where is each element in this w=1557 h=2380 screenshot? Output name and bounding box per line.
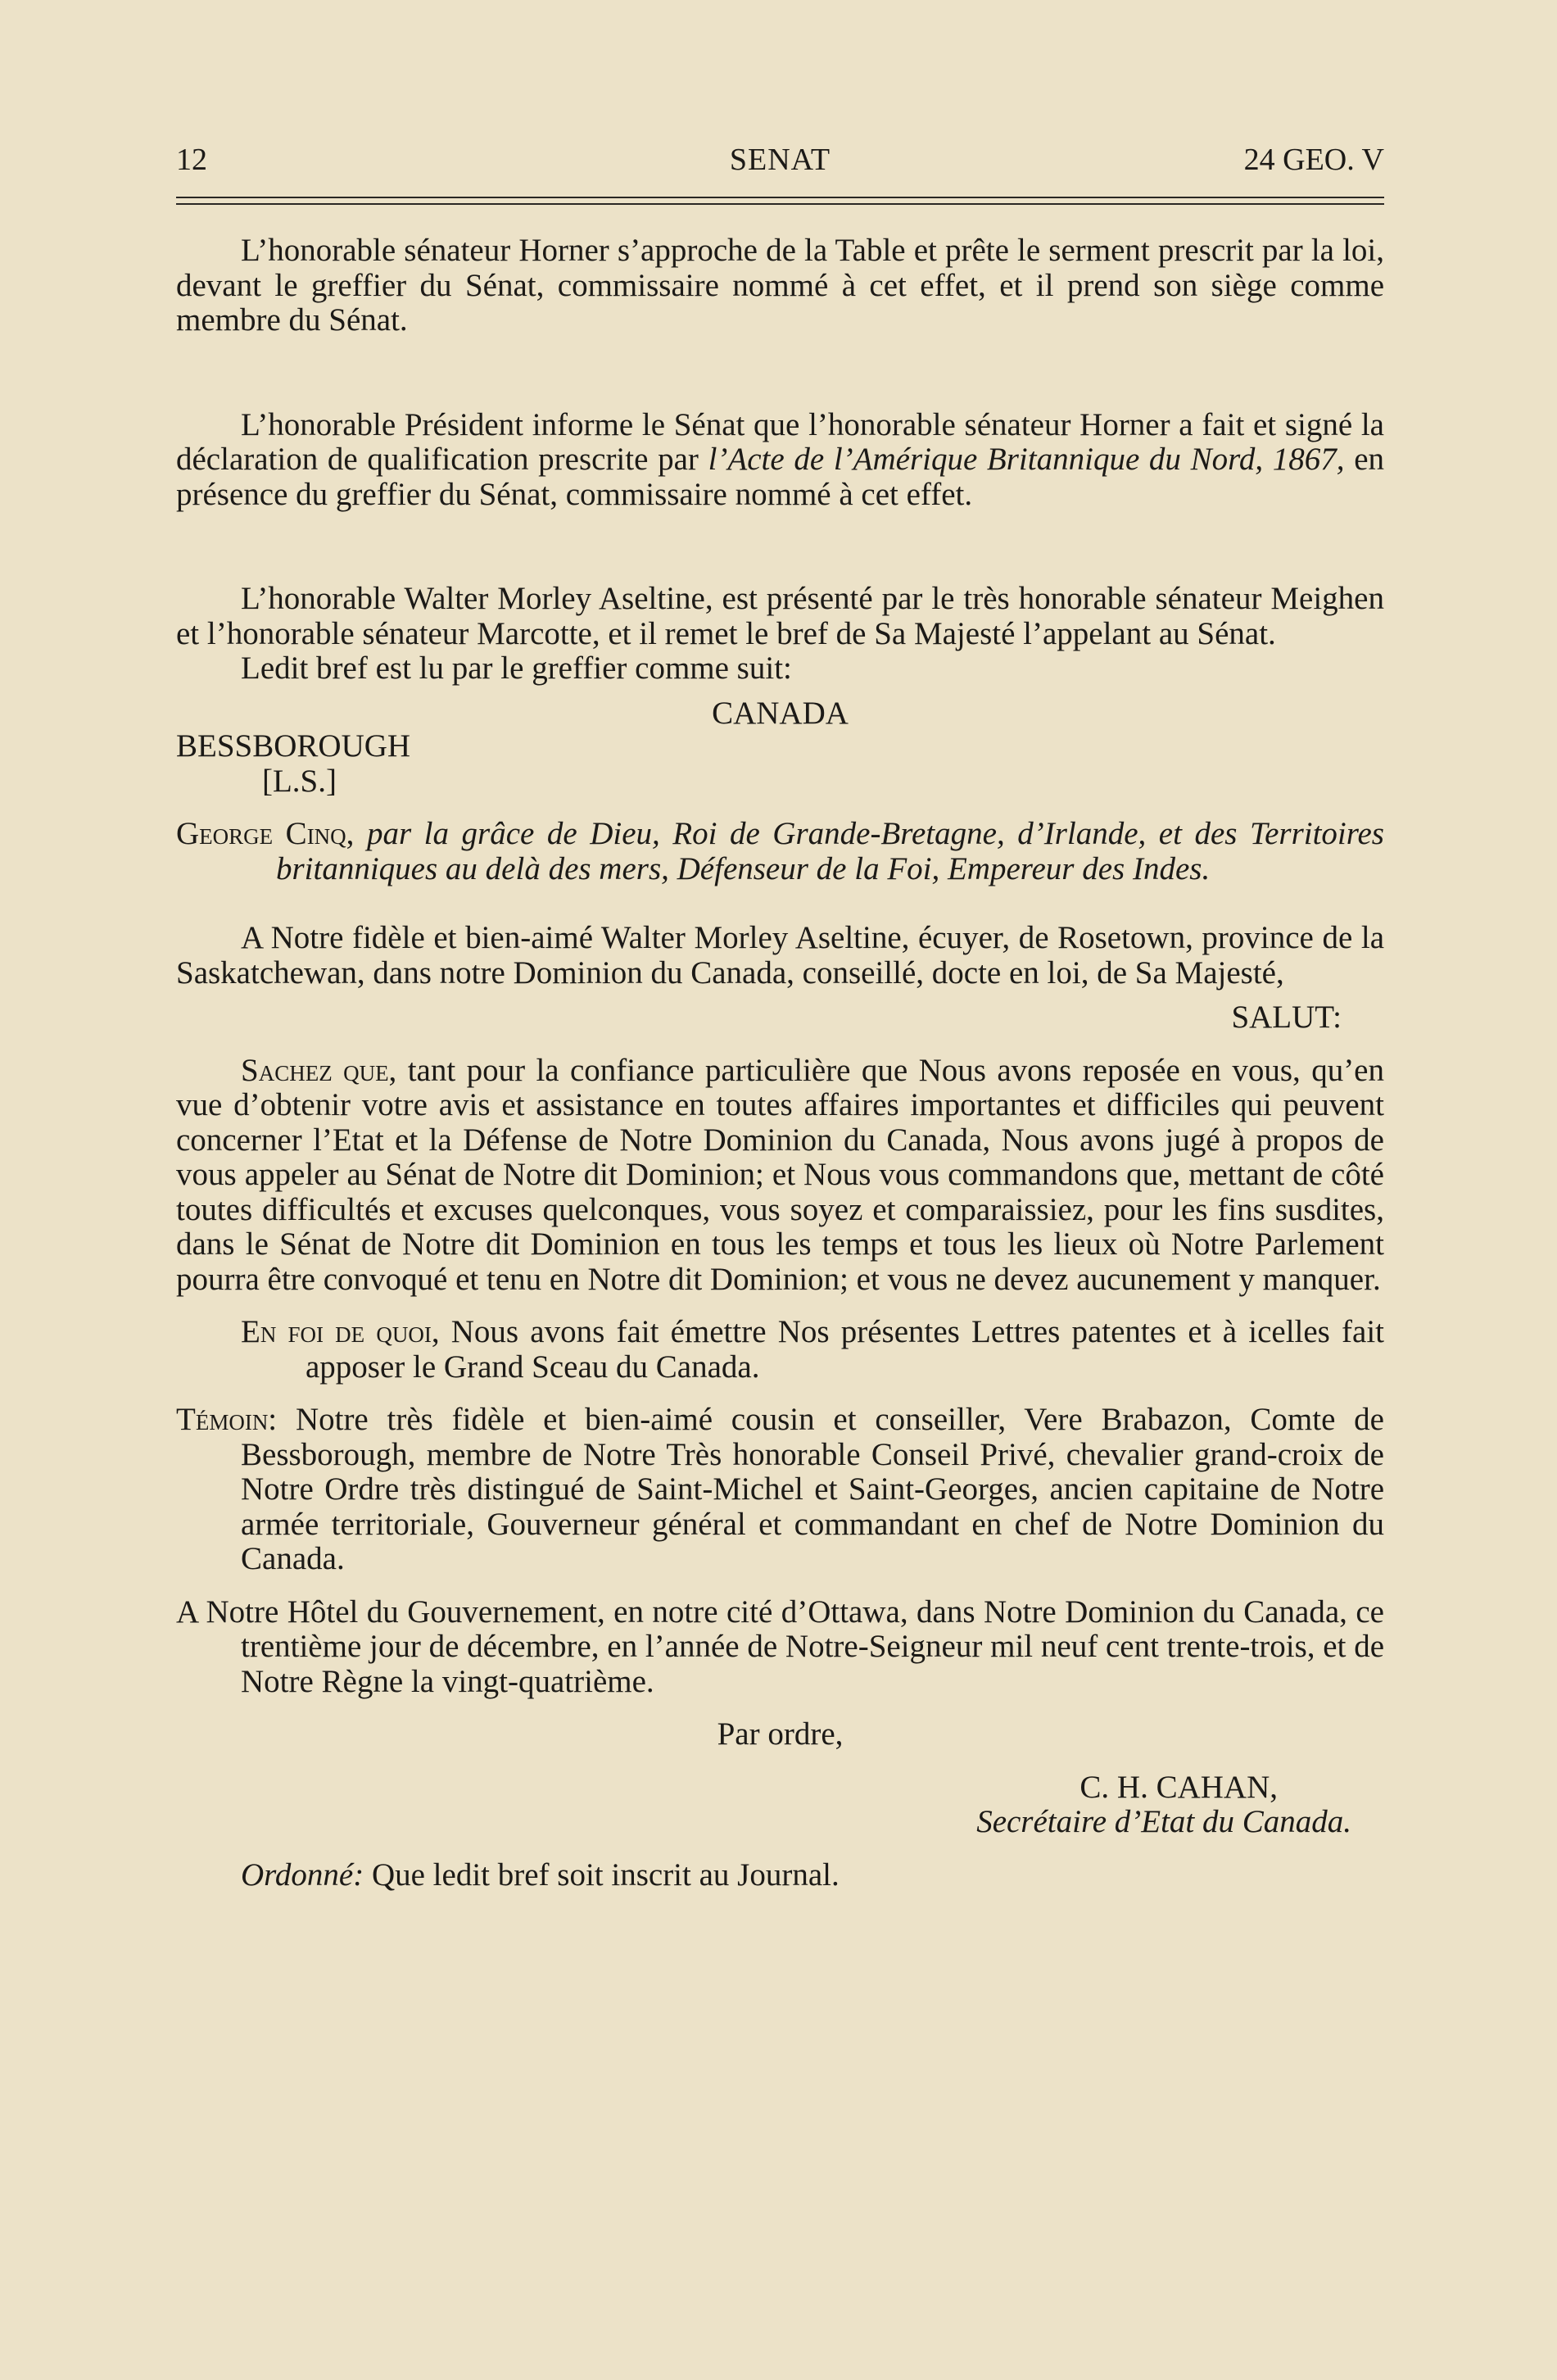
signatory-title: Secrétaire d’Etat du Canada. — [976, 1804, 1351, 1839]
closing-lead: Ordonné: — [241, 1856, 364, 1893]
writ-signature-block — [176, 729, 1384, 799]
writ-king-titles — [176, 817, 1384, 886]
king-name: George Cinq, — [176, 816, 355, 851]
paragraph-oath: L’honorable sénateur Horner s’approche de la Table et prête le serment prescrit par la loi, devant le greffier du Sénat, commissaire nommé à cet effet, et il prend son siège comme membre du Sénat. — [176, 233, 1384, 338]
header-rule-bottom — [176, 203, 1384, 205]
paragraph-writ-intro: Ledit bref est lu par le greffier comme suit: — [241, 651, 792, 686]
writ-temoin — [176, 1403, 1384, 1577]
page-number: 12 — [176, 143, 207, 177]
seal-mark: [L.S.] — [262, 763, 337, 799]
header-rule-top — [176, 197, 1384, 198]
closing-order — [176, 1858, 1384, 1893]
declaration-text-end: en présence du greffier du Sénat, commissaire nommé à cet effet. — [176, 442, 1384, 512]
act-title: l’Acte de l’Amérique Britannique du Nord, 1867, — [708, 442, 1345, 477]
temoin-text: Notre très fidèle et bien-aimé cousin et conseiller, Vere Brabazon, Comte de Bessborough, membre de Notre Très honorable Conseil Privé, chevalier grand-croix de Notre Ordre très distingué de Saint-Michel et Saint-Georges, ancien capitaine de Notre armée territoriale, Gouverneur général et commandant en chef de Notre Dominion du Canada. — [241, 1402, 1384, 1576]
sachez-text: tant pour la confiance particulière que Nous avons reposée en vous, qu’en vue d’obtenir votre avis et assistance en toutes affaires importantes et difficiles qui peuvent concerner l’Etat et la Défense de Notre Dominion du Canada, Nous avons jugé à propos de vous appeler au Sénat de Notre dit Dominion; et Nous vous commandons que, mettant de côté toutes difficultés et excuses quelconques, vous soyez et comparaissiez, pour les fins susdites, dans le Sénat de Notre dit Dominion en tous les temps et tous les lieux où Notre Parlement pourra être convoqué et tenu en Notre dit Dominion; et vous ne devez aucunement y manquer. — [176, 1052, 1384, 1297]
signatory-name: C. H. CAHAN, — [1079, 1769, 1278, 1805]
par-ordre: Par ordre, — [717, 1716, 844, 1752]
running-header — [176, 139, 1384, 180]
en-foi-text: Nous avons fait émettre Nos présentes Lettres patentes et à icelles fait apposer le Grand Sceau du Canada. — [306, 1314, 1384, 1385]
writ-hotel: A Notre Hôtel du Gouvernement, en notre cité d’Ottawa, dans Notre Dominion du Canada, ce trentième jour de décembre, en l’année de Notre-Seigneur mil neuf cent trente-trois, et de Notre Règne la vingt-quatrième. — [176, 1593, 1384, 1699]
paragraph-declaration — [176, 408, 1384, 513]
king-titles: par la grâce de Dieu, Roi de Grande-Bretagne, d’Irlande, et des Territoires britanniques au delà des mers, Défenseur de la Foi, Empereur des Indes. — [276, 816, 1384, 886]
governor-name: BESSBOROUGH — [176, 728, 411, 764]
temoin-lead: Témoin: — [176, 1402, 278, 1437]
en-foi-lead: En foi de quoi, — [241, 1314, 440, 1349]
main-text — [176, 233, 1384, 1893]
writ-sachez — [176, 1054, 1384, 1298]
writ-salut: SALUT: — [1231, 1000, 1342, 1035]
writ-en-foi — [176, 1315, 1384, 1385]
sachez-lead: Sachez que, — [241, 1052, 397, 1088]
declaration-text-start: L’honorable Président informe le Sénat que l’honorable sénateur Horner a fait et signé la déclaration de qualification prescrite par — [176, 406, 1384, 477]
paragraph-presentation: L’honorable Walter Morley Aseltine, est présenté par le très honorable sénateur Meighen et l’honorable sénateur Marcotte, et il remet le bref de Sa Majesté l’appelant au Sénat. — [176, 581, 1384, 651]
writ-address: A Notre fidèle et bien-aimé Walter Morley Aseltine, écuyer, de Rosetown, province de la Saskatchewan, dans notre Dominion du Canada, conseillé, docte en loi, de Sa Majesté, — [176, 920, 1384, 991]
writ-country: CANADA — [712, 695, 849, 731]
closing-text: Que ledit bref soit inscrit au Journal. — [364, 1856, 840, 1893]
page-title: SENAT — [729, 143, 831, 177]
session-label: 24 GEO. V — [1243, 143, 1384, 177]
